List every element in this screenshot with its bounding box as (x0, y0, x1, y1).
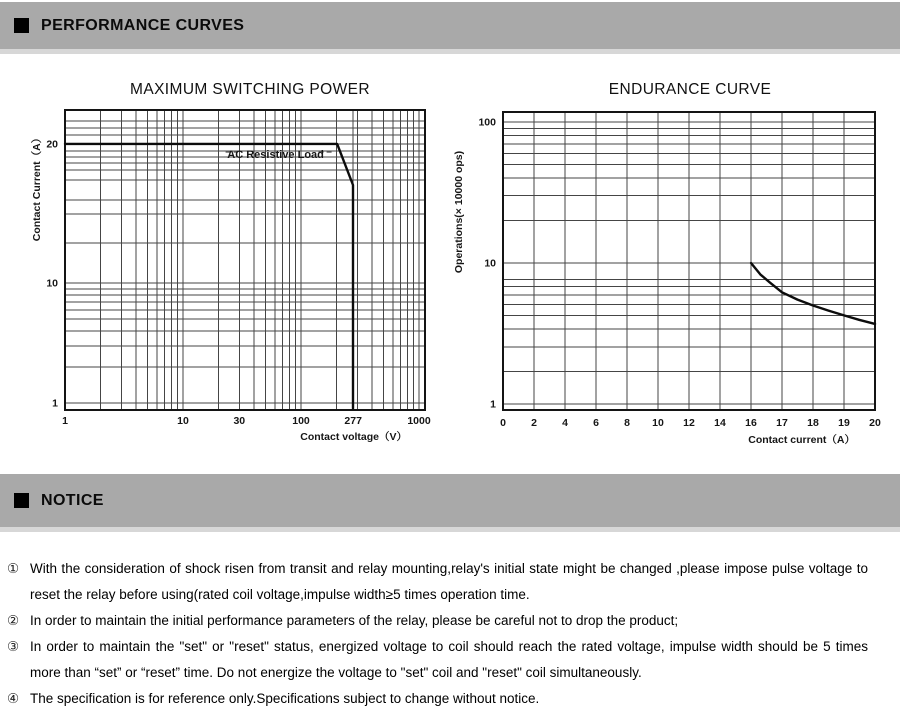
svg-text:Operations(× 10000 ops): Operations(× 10000 ops) (453, 150, 465, 274)
svg-text:1: 1 (52, 397, 58, 410)
svg-text:17: 17 (776, 417, 788, 429)
svg-text:Contact Current（A）: Contact Current（A） (31, 132, 43, 242)
svg-text:100: 100 (478, 116, 496, 129)
svg-text:10: 10 (46, 277, 58, 290)
notice-item (0, 686, 868, 706)
chart-title-max-switching-power: MAXIMUM SWITCHING POWER (130, 81, 370, 98)
svg-text:12: 12 (683, 417, 695, 429)
max-switching-power-plot (0, 75, 450, 465)
notice-item-text: In order to maintain the initial performance parameters of the relay, please be careful not to drop the product; (30, 613, 679, 628)
svg-text:100: 100 (292, 415, 310, 427)
svg-text:10: 10 (484, 257, 496, 270)
notice-bar-shadow (0, 527, 900, 532)
black-square-bullet-icon (14, 18, 29, 33)
svg-text:Contact voltage（V）: Contact voltage（V） (300, 431, 407, 443)
svg-text:18: 18 (807, 417, 819, 429)
notice-item (0, 556, 868, 608)
notice-item (0, 634, 868, 686)
svg-text:AC Resistive Load: AC Resistive Load (227, 149, 324, 162)
svg-text:14: 14 (714, 417, 726, 429)
notice-item-text: With the consideration of shock risen from transit and relay mounting,relay's initial state might be changed ,please impose pulse voltage to reset the relay before using(rated coil voltage,impulse width≥5 times operation time. (30, 561, 868, 602)
svg-text:30: 30 (233, 415, 246, 427)
notice-item-text: In order to maintain the "set" or "reset" status, energized voltage to coil should reach the rated voltage, impulse width should be 5 times more than “set” or “reset” time. Do not energize the voltage to "set" coil and "reset" coil simultaneously. (30, 639, 868, 680)
svg-text:4: 4 (562, 417, 568, 429)
svg-text:19: 19 (838, 417, 850, 429)
svg-text:277: 277 (344, 415, 362, 427)
max-switching-power-chart (0, 75, 450, 465)
svg-text:10: 10 (652, 417, 664, 429)
svg-text:1000: 1000 (407, 415, 431, 427)
notice-item (0, 608, 868, 634)
notice-header-bar (0, 474, 900, 527)
svg-text:20: 20 (869, 417, 881, 429)
svg-text:1: 1 (62, 415, 68, 427)
svg-text:Contact current（A）: Contact current（A） (748, 434, 855, 446)
notice-title: NOTICE (41, 491, 104, 509)
svg-text:2: 2 (531, 417, 537, 429)
header-bar-shadow (0, 49, 900, 54)
performance-curves-header-bar (0, 2, 900, 49)
notice-item-text: The specification is for reference only.Specifications subject to change without notice. (30, 691, 540, 706)
svg-text:0: 0 (500, 417, 506, 429)
notice-list (0, 556, 868, 706)
circled-number-icon: ④ (7, 691, 20, 706)
endurance-curve-plot (450, 75, 900, 465)
circled-number-icon: ② (7, 613, 20, 628)
svg-text:20: 20 (46, 138, 58, 151)
performance-curves-title: PERFORMANCE CURVES (41, 16, 245, 34)
svg-text:6: 6 (593, 417, 599, 429)
svg-text:1: 1 (490, 398, 496, 411)
circled-number-icon: ① (7, 561, 20, 576)
chart-title-endurance-curve: ENDURANCE CURVE (608, 81, 772, 98)
endurance-curve-chart (450, 75, 900, 465)
circled-number-icon: ③ (7, 639, 20, 654)
svg-text:10: 10 (177, 415, 189, 427)
black-square-bullet-icon (14, 493, 29, 508)
svg-text:16: 16 (745, 417, 757, 429)
svg-text:8: 8 (624, 417, 630, 429)
